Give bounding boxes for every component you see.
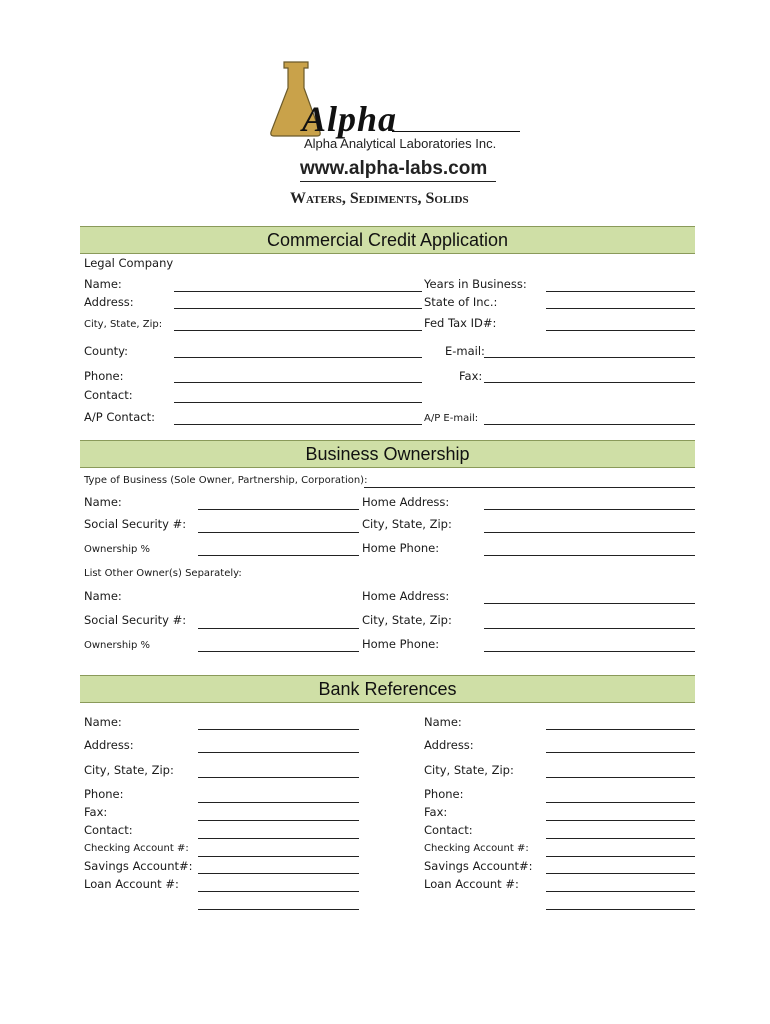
logo-company-name: Alpha Analytical Laboratories Inc. bbox=[304, 136, 497, 151]
field-bank2-loan[interactable] bbox=[546, 891, 695, 892]
label-phone: Phone: bbox=[84, 369, 124, 383]
label-fed-tax-id: Fed Tax ID#: bbox=[424, 316, 497, 330]
label-bank1-checking: Checking Account #: bbox=[84, 843, 189, 854]
label-owner2-home-phone: Home Phone: bbox=[362, 637, 440, 651]
label-owner2-home-address: Home Address: bbox=[362, 589, 450, 603]
label-name: Name: bbox=[84, 277, 122, 291]
field-years-in-business[interactable] bbox=[546, 291, 695, 292]
label-city-state-zip: City, State, Zip: bbox=[84, 319, 163, 330]
field-owner2-city-state-zip[interactable] bbox=[484, 628, 695, 629]
field-fed-tax-id[interactable] bbox=[546, 330, 695, 331]
field-owner1-city-state-zip[interactable] bbox=[484, 532, 695, 533]
field-bank1-phone[interactable] bbox=[198, 802, 359, 803]
field-type-of-business[interactable] bbox=[364, 487, 695, 488]
field-owner2-home-phone[interactable] bbox=[484, 651, 695, 652]
label-owner1-name: Name: bbox=[84, 495, 122, 509]
label-owner1-home-address: Home Address: bbox=[362, 495, 450, 509]
field-name[interactable] bbox=[174, 291, 422, 292]
label-bank2-name: Name: bbox=[424, 715, 462, 729]
field-bank1-address[interactable] bbox=[198, 752, 359, 753]
label-owner1-home-phone: Home Phone: bbox=[362, 541, 440, 555]
field-bank2-savings[interactable] bbox=[546, 873, 695, 874]
label-bank1-phone: Phone: bbox=[84, 787, 124, 801]
label-owner1-ssn: Social Security #: bbox=[84, 517, 187, 531]
field-owner2-ssn[interactable] bbox=[198, 628, 359, 629]
field-state-of-inc[interactable] bbox=[546, 308, 695, 309]
label-contact: Contact: bbox=[84, 388, 133, 402]
field-owner2-home-address[interactable] bbox=[484, 603, 695, 604]
field-bank1-checking[interactable] bbox=[198, 856, 359, 857]
field-bank2-extra[interactable] bbox=[546, 909, 695, 910]
field-owner1-home-address[interactable] bbox=[484, 509, 695, 510]
logo-underline bbox=[392, 131, 520, 132]
field-bank1-fax[interactable] bbox=[198, 820, 359, 821]
label-years-in-business: Years in Business: bbox=[424, 277, 527, 291]
field-bank1-loan[interactable] bbox=[198, 891, 359, 892]
label-fax: Fax: bbox=[459, 369, 483, 383]
field-ap-contact[interactable] bbox=[174, 424, 422, 425]
field-email[interactable] bbox=[484, 357, 695, 358]
field-owner1-home-phone[interactable] bbox=[484, 555, 695, 556]
company-logo bbox=[268, 58, 528, 218]
label-bank1-loan: Loan Account #: bbox=[84, 877, 179, 891]
label-bank2-contact: Contact: bbox=[424, 823, 473, 837]
label-bank2-city-state-zip: City, State, Zip: bbox=[424, 763, 514, 777]
label-bank2-loan: Loan Account #: bbox=[424, 877, 519, 891]
field-bank1-contact[interactable] bbox=[198, 838, 359, 839]
field-bank2-phone[interactable] bbox=[546, 802, 695, 803]
label-bank1-contact: Contact: bbox=[84, 823, 133, 837]
logo-website-underline bbox=[300, 181, 496, 182]
logo-website: www.alpha-labs.com bbox=[300, 158, 488, 179]
field-bank2-contact[interactable] bbox=[546, 838, 695, 839]
label-owner1-city-state-zip: City, State, Zip: bbox=[362, 517, 452, 531]
field-address[interactable] bbox=[174, 308, 422, 309]
label-owner2-ssn: Social Security #: bbox=[84, 613, 187, 627]
label-county: County: bbox=[84, 344, 128, 358]
label-bank1-city-state-zip: City, State, Zip: bbox=[84, 763, 174, 777]
label-address: Address: bbox=[84, 295, 134, 309]
section-title-credit-application: Commercial Credit Application bbox=[80, 226, 695, 254]
label-owner2-ownership: Ownership % bbox=[84, 640, 151, 651]
field-bank2-name[interactable] bbox=[546, 729, 695, 730]
field-ap-email[interactable] bbox=[484, 424, 695, 425]
label-ap-email: A/P E-mail: bbox=[424, 413, 479, 424]
field-bank2-address[interactable] bbox=[546, 752, 695, 753]
label-state-of-inc: State of Inc.: bbox=[424, 295, 498, 309]
logo-tagline: Waters, Sediments, Solids bbox=[290, 190, 469, 207]
field-owner1-name[interactable] bbox=[198, 509, 359, 510]
field-contact[interactable] bbox=[174, 402, 422, 403]
logo-wordmark: Alpha bbox=[302, 99, 398, 139]
field-owner2-ownership[interactable] bbox=[198, 651, 359, 652]
field-owner1-ssn[interactable] bbox=[198, 532, 359, 533]
field-phone[interactable] bbox=[174, 382, 422, 383]
field-bank1-savings[interactable] bbox=[198, 873, 359, 874]
field-city-state-zip[interactable] bbox=[174, 330, 422, 331]
label-email: E-mail: bbox=[445, 344, 485, 358]
field-county[interactable] bbox=[174, 357, 422, 358]
field-bank2-checking[interactable] bbox=[546, 856, 695, 857]
label-bank1-savings: Savings Account#: bbox=[84, 859, 193, 873]
label-bank2-checking: Checking Account #: bbox=[424, 843, 529, 854]
label-bank2-savings: Savings Account#: bbox=[424, 859, 533, 873]
field-bank2-fax[interactable] bbox=[546, 820, 695, 821]
label-bank1-fax: Fax: bbox=[84, 805, 108, 819]
field-bank1-name[interactable] bbox=[198, 729, 359, 730]
label-bank2-phone: Phone: bbox=[424, 787, 464, 801]
label-bank2-address: Address: bbox=[424, 738, 474, 752]
label-bank1-name: Name: bbox=[84, 715, 122, 729]
field-fax[interactable] bbox=[484, 382, 695, 383]
field-owner1-ownership[interactable] bbox=[198, 555, 359, 556]
label-bank1-address: Address: bbox=[84, 738, 134, 752]
field-bank1-city-state-zip[interactable] bbox=[198, 777, 359, 778]
section-title-bank-references: Bank References bbox=[80, 675, 695, 703]
label-legal-company: Legal Company bbox=[84, 256, 174, 270]
label-list-other-owners: List Other Owner(s) Separately: bbox=[84, 568, 242, 579]
label-type-of-business: Type of Business (Sole Owner, Partnership, Corporation): bbox=[84, 475, 368, 486]
label-ap-contact: A/P Contact: bbox=[84, 410, 155, 424]
section-title-business-ownership: Business Ownership bbox=[80, 440, 695, 468]
label-owner2-city-state-zip: City, State, Zip: bbox=[362, 613, 452, 627]
label-owner1-ownership: Ownership % bbox=[84, 544, 151, 555]
field-bank2-city-state-zip[interactable] bbox=[546, 777, 695, 778]
field-bank1-extra[interactable] bbox=[198, 909, 359, 910]
label-bank2-fax: Fax: bbox=[424, 805, 448, 819]
label-owner2-name: Name: bbox=[84, 589, 122, 603]
